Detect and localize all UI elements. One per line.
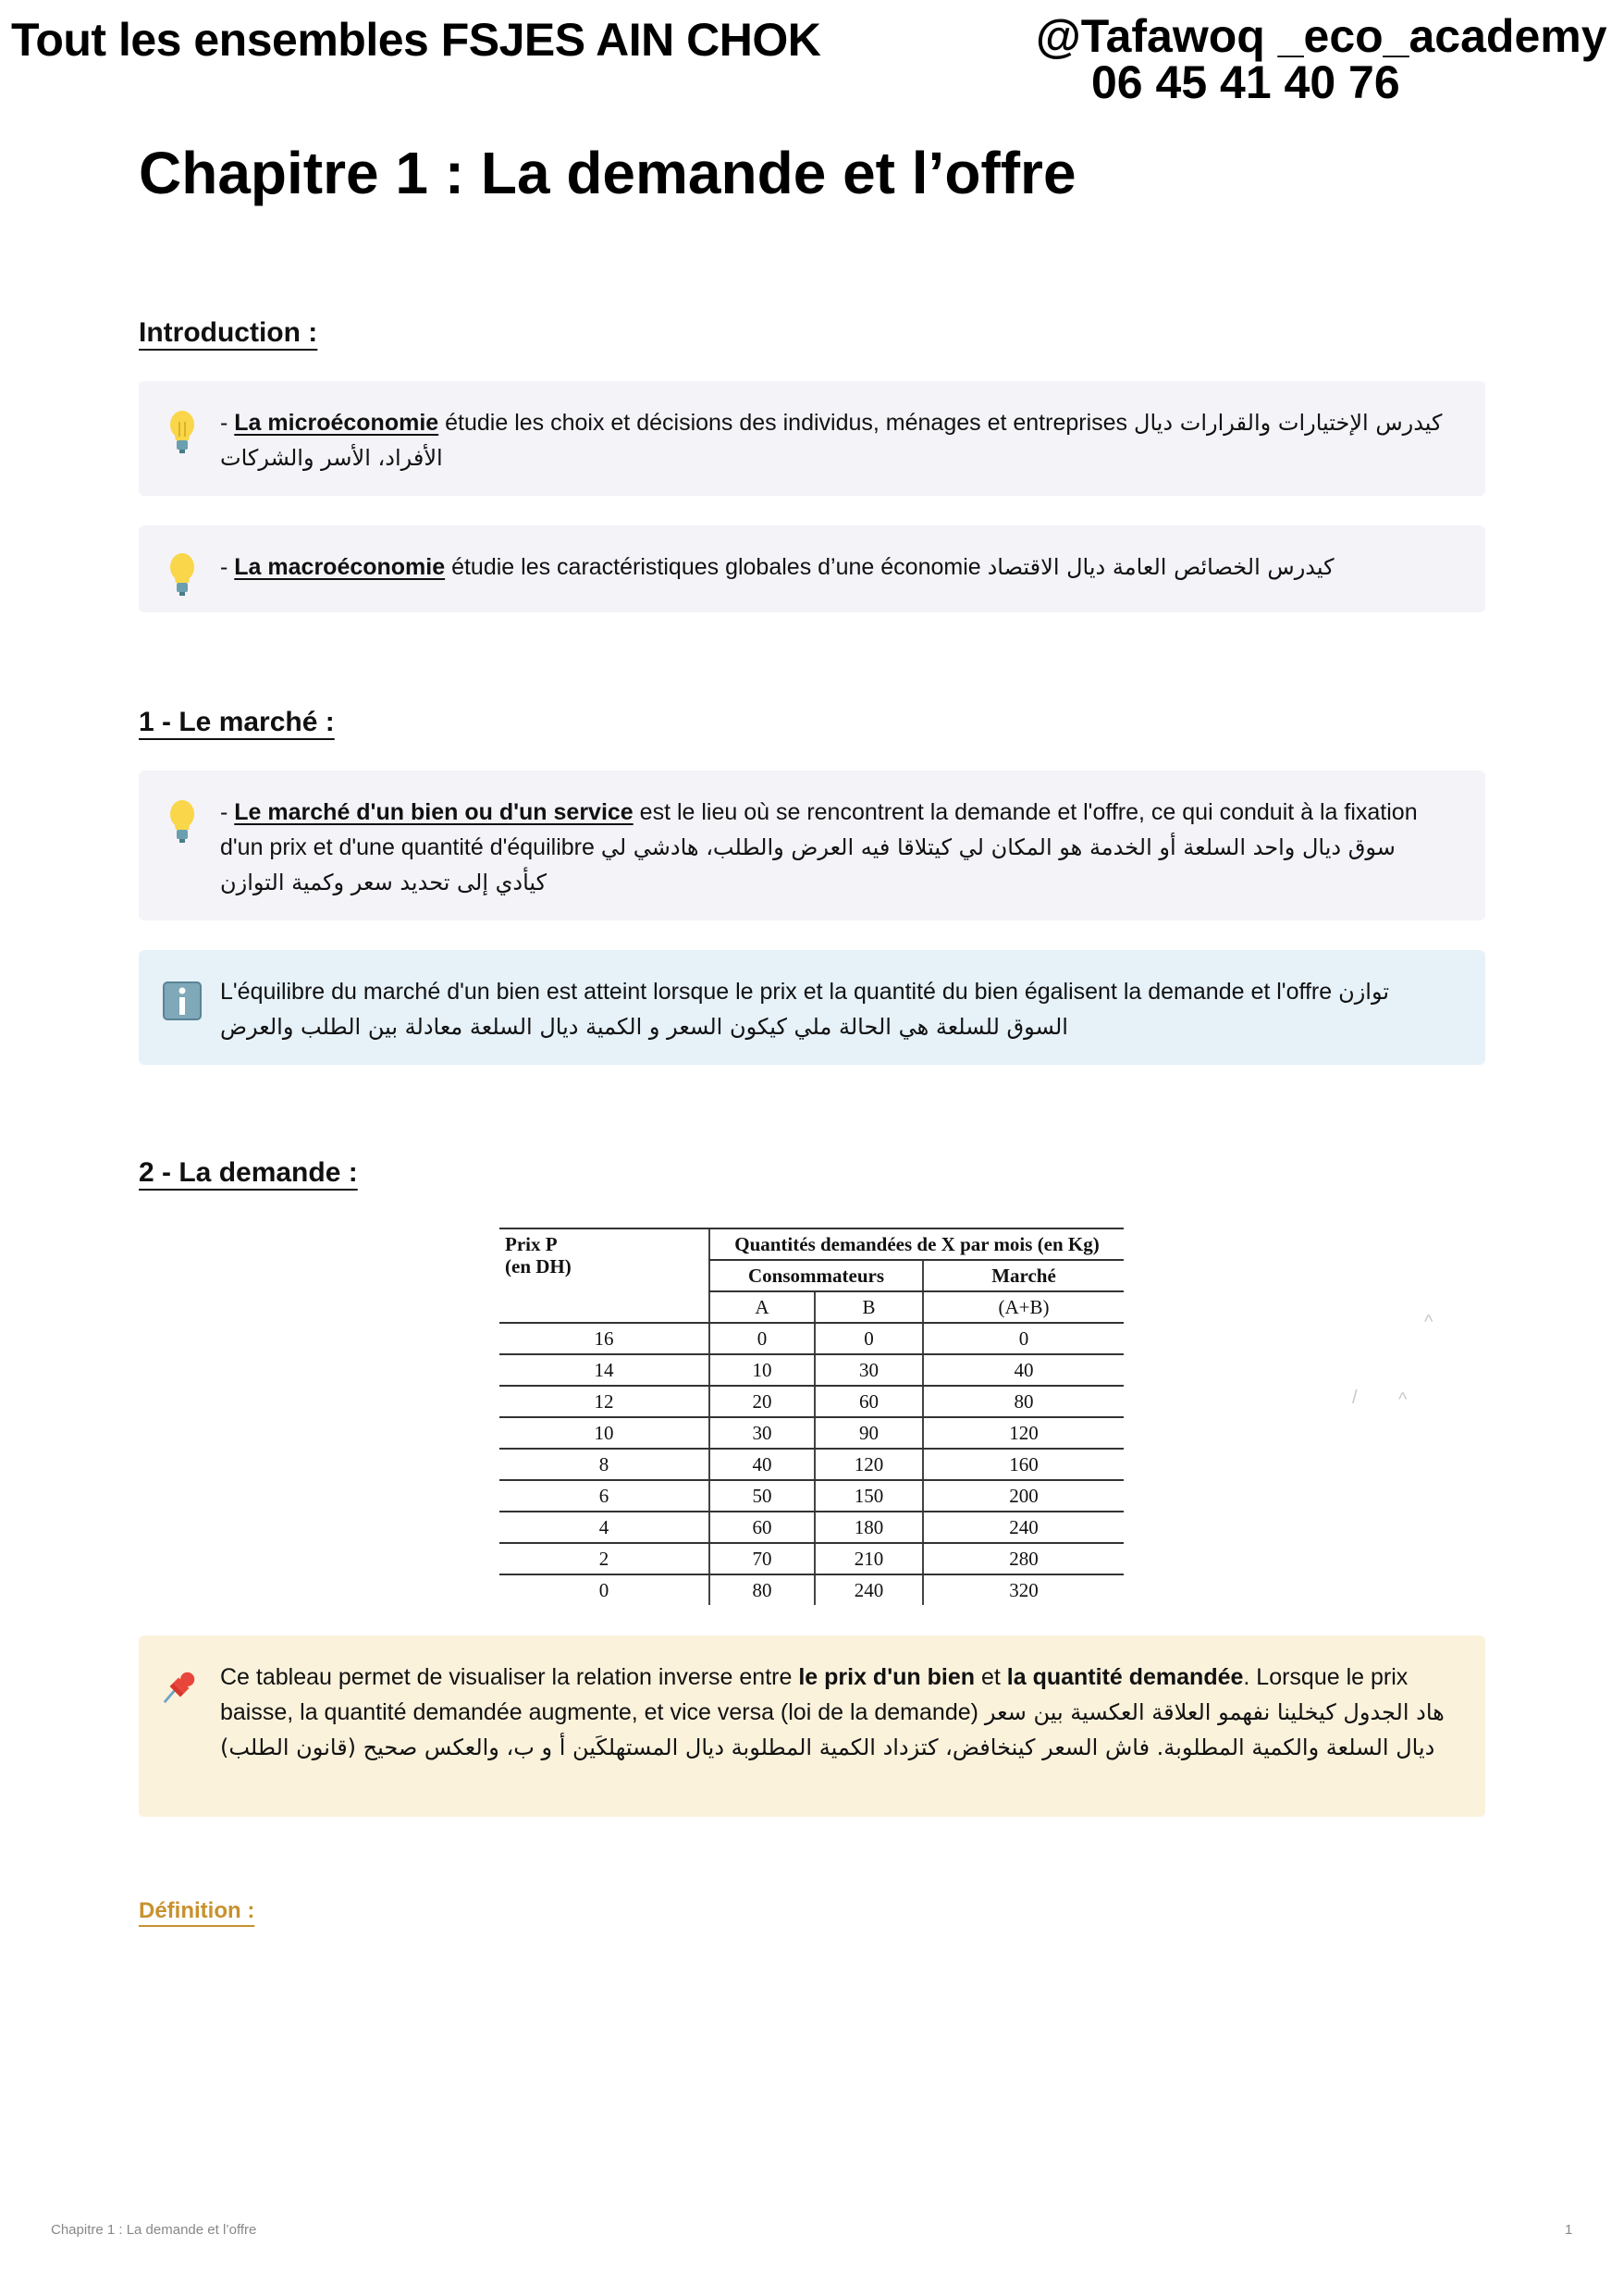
- table-row: 16 0 0 0: [499, 1323, 1124, 1354]
- scan-artifact: ^: [1424, 1312, 1433, 1332]
- col-header-quantites: Quantités demandées de X par mois (en Kg): [709, 1228, 1124, 1260]
- table-row: 10 30 90 120: [499, 1417, 1124, 1449]
- heading-le-marche: 1 - Le marché :: [139, 707, 335, 737]
- footer-chapter-title: Chapitre 1 : La demande et l’offre: [51, 2222, 257, 2238]
- table-row: 6 50 150 200: [499, 1480, 1124, 1512]
- heading-definition: Définition :: [139, 1898, 255, 1923]
- table-row: 12 20 60 80: [499, 1386, 1124, 1417]
- info-equilibre: L'équilibre du marché d'un bien est atteint lorsque le prix et la quantité du bien égalisent la demande et l'offre توازن السوق للسلعة هي الحالة ملي كيكون السعر و الكمية ديال السلعة معادلة بين الطلب والعرض: [139, 950, 1485, 1065]
- pushpin-icon: [161, 1663, 200, 1710]
- table-row: 2 70 210 280: [499, 1543, 1124, 1574]
- table-row: 14 10 30 40: [499, 1354, 1124, 1386]
- header-course-title: Tout les ensembles FSJES AIN CHOK: [11, 14, 821, 66]
- callout-microeconomie: - La microéconomie étudie les choix et décisions des individus, ménages et entreprises كيدرس الإختيارات والقرارات ديال الأفراد، الأسر والشركات: [139, 381, 1485, 496]
- note-loi-de-la-demande: Ce tableau permet de visualiser la relation inverse entre le prix d'un bien et la quantité demandée. Lorsque le prix baisse, la quantité demandée augmente, et vice versa (loi de la demande) هاد الجدول كيخلينا نفهمو العلاقة العكسية بين سعر ديال السلعة والكمية المطلوبة. فاش السعر كينخافض، كتزداد الكمية المطلوبة ديال المستهلكَين أ و ب، والعكس صحيح (قانون الطلب): [139, 1636, 1485, 1817]
- col-header-b: B: [815, 1291, 923, 1323]
- callout-macroeconomie: - La macroéconomie étudie les caractéristiques globales d’une économie كيدرس الخصائص العامة ديال الاقتصاد: [139, 525, 1485, 612]
- arabic-translation: كيدرس الخصائص العامة ديال الاقتصاد: [987, 554, 1335, 580]
- arabic-translation: كيدرس الإختيارات والقرارات ديال الأفراد، الأسر والشركات: [220, 410, 1443, 471]
- arabic-translation: سوق ديال واحد السلعة أو الخدمة هو المكان لي كيتلاقا فيه العرض والطلب، هادشي لي كيأدي إلى تحديد سعر وكمية التوازن: [220, 834, 1396, 895]
- scan-artifact: ^: [1398, 1389, 1408, 1410]
- col-header-consommateurs: Consommateurs: [709, 1260, 923, 1291]
- table-row: 0 80 240 320: [499, 1574, 1124, 1605]
- col-header-ab: (A+B): [923, 1291, 1124, 1323]
- lightbulb-icon: [163, 798, 202, 845]
- col-header-marche: Marché: [923, 1260, 1124, 1291]
- col-header-a: A: [709, 1291, 815, 1323]
- callout-marche-definition: - Le marché d'un bien ou d'un service est le lieu où se rencontrent la demande et l'offre, ce qui conduit à la fixation d'un prix et d'une quantité d'équilibre سوق ديال واحد السلعة أو الخدمة هو المكان لي كيتلاقا فيه العرض والطلب، هادشي لي كيأدي إلى تحديد سعر وكمية التوازن: [139, 771, 1485, 920]
- lightbulb-icon: [163, 409, 202, 455]
- arabic-translation: توازن السوق للسلعة هي الحالة ملي كيكون السعر و الكمية ديال السلعة معادلة بين الطلب والعرض: [220, 979, 1390, 1040]
- arabic-translation: هاد الجدول كيخلينا نفهمو العلاقة العكسية بين سعر ديال السلعة والكمية المطلوبة. فاش السعر كينخافض، كتزداد الكمية المطلوبة ديال المستهلكَين أ و ب، والعكس صحيح (قانون الطلب): [220, 1699, 1445, 1760]
- term-microeconomie: La microéconomie: [234, 410, 439, 436]
- header-handle: @Tafawoq _eco_academy: [1036, 10, 1607, 62]
- scan-artifact: /: [1352, 1388, 1358, 1408]
- footer-page-number: 1: [1565, 2222, 1573, 2238]
- table-row: 4 60 180 240: [499, 1512, 1124, 1543]
- heading-introduction: Introduction :: [139, 317, 318, 348]
- header-contact: [1036, 10, 1618, 108]
- header-phone: 06 45 41 40 76: [1091, 56, 1400, 108]
- demand-table: [499, 1228, 1124, 1605]
- page-title: Chapitre 1 : La demande et l’offre: [139, 140, 1077, 206]
- heading-la-demande: 2 - La demande :: [139, 1157, 358, 1188]
- lightbulb-icon: [163, 551, 202, 598]
- col-header-prix: Prix P (en DH): [499, 1228, 709, 1323]
- table-row: 8 40 120 160: [499, 1449, 1124, 1480]
- term-marche: Le marché d'un bien ou d'un service: [234, 799, 634, 825]
- term-macroeconomie: La macroéconomie: [234, 554, 446, 580]
- info-icon: [163, 978, 202, 1024]
